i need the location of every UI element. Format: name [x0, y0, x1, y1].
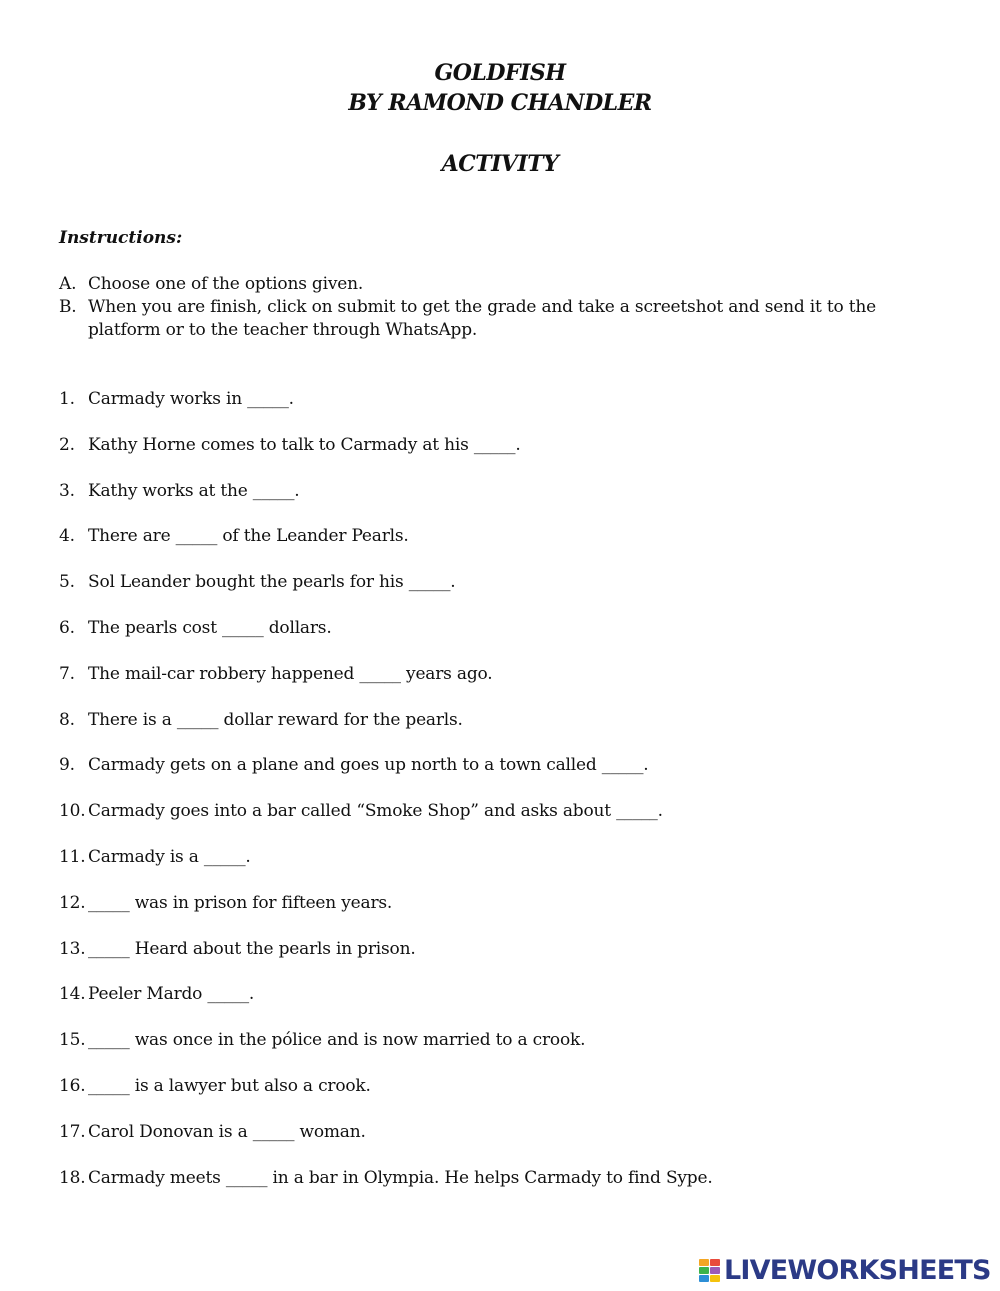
- instruction-marker: B.: [59, 297, 77, 317]
- question-text: Carmady is a _____.: [88, 846, 251, 867]
- question-text: Sol Leander bought the pearls for his _____.: [88, 572, 456, 593]
- document-author: BY RAMOND CHANDLER: [348, 90, 652, 116]
- question-item: [59, 754, 949, 800]
- question-item: [59, 571, 949, 617]
- question-number: 9.: [59, 755, 75, 776]
- question-item: [59, 480, 949, 526]
- question-item: [59, 983, 949, 1029]
- question-item: [59, 1167, 949, 1213]
- question-number: 15.: [59, 1030, 86, 1051]
- instruction-item: [59, 273, 949, 296]
- liveworksheets-brand: [699, 1256, 991, 1286]
- question-item: [59, 617, 949, 663]
- question-number: 4.: [59, 526, 75, 547]
- question-text: The pearls cost _____ dollars.: [88, 617, 332, 638]
- question-number: 5.: [59, 572, 75, 593]
- instruction-item: [59, 296, 949, 342]
- question-text: _____ was in prison for fifteen years.: [88, 892, 393, 913]
- question-item: [59, 663, 949, 709]
- question-item: [59, 1075, 949, 1121]
- document-title: GOLDFISH: [434, 60, 566, 86]
- activity-heading: ACTIVITY: [441, 151, 559, 177]
- question-item: [59, 846, 949, 892]
- question-text: Carol Donovan is a _____ woman.: [88, 1121, 366, 1142]
- question-item: [59, 525, 949, 571]
- question-number: 17.: [59, 1121, 86, 1142]
- question-item: [59, 938, 949, 984]
- question-item: [59, 800, 949, 846]
- question-number: 6.: [59, 617, 75, 638]
- question-item: [59, 1121, 949, 1167]
- question-text: There is a _____ dollar reward for the pearls.: [88, 709, 463, 730]
- question-number: 8.: [59, 709, 75, 730]
- question-text: There are _____ of the Leander Pearls.: [88, 526, 409, 547]
- question-number: 10.: [59, 801, 86, 822]
- question-number: 2.: [59, 434, 75, 455]
- question-text: Kathy Horne comes to talk to Carmady at his _____.: [88, 434, 521, 455]
- question-text: Carmady gets on a plane and goes up north to a town called _____.: [88, 755, 649, 776]
- question-text: Carmady goes into a bar called “Smoke Shop” and asks about _____.: [88, 801, 663, 822]
- question-text: _____ was once in the pólice and is now married to a crook.: [88, 1030, 586, 1051]
- question-number: 7.: [59, 663, 75, 684]
- question-text: Kathy works at the _____.: [88, 480, 300, 501]
- question-text: Carmady works in _____.: [88, 389, 294, 409]
- question-text: Carmady meets _____ in a bar in Olympia. He helps Carmady to find Sype.: [88, 1167, 713, 1188]
- question-number: 12.: [59, 892, 86, 913]
- question-text: Peeler Mardo _____.: [88, 984, 255, 1005]
- question-item: [59, 892, 949, 938]
- question-number: 11.: [59, 846, 86, 867]
- question-text: _____ Heard about the pearls in prison.: [88, 938, 416, 959]
- question-number: 3.: [59, 480, 75, 501]
- question-text: The mail-car robbery happened _____ years ago.: [88, 663, 493, 684]
- question-list: [59, 388, 949, 1212]
- brand-name: LIVEWORKSHEETS: [724, 1255, 991, 1286]
- question-text: _____ is a lawyer but also a crook.: [88, 1075, 371, 1096]
- question-item: [59, 388, 949, 434]
- instructions-heading: Instructions:: [59, 228, 183, 248]
- question-number: 18.: [59, 1167, 86, 1188]
- question-number: 13.: [59, 938, 86, 959]
- instruction-text: Choose one of the options given.: [88, 274, 364, 294]
- instruction-marker: A.: [59, 274, 77, 294]
- liveworksheets-logo-icon: [699, 1259, 721, 1283]
- question-item: [59, 434, 949, 480]
- question-item: [59, 709, 949, 755]
- question-item: [59, 1029, 949, 1075]
- question-number: 1.: [59, 389, 75, 409]
- instruction-text: When you are finish, click on submit to get the grade and take a screetshot and send it to the platform or to the teacher through WhatsApp.: [88, 297, 876, 340]
- question-number: 14.: [59, 984, 86, 1005]
- question-number: 16.: [59, 1075, 86, 1096]
